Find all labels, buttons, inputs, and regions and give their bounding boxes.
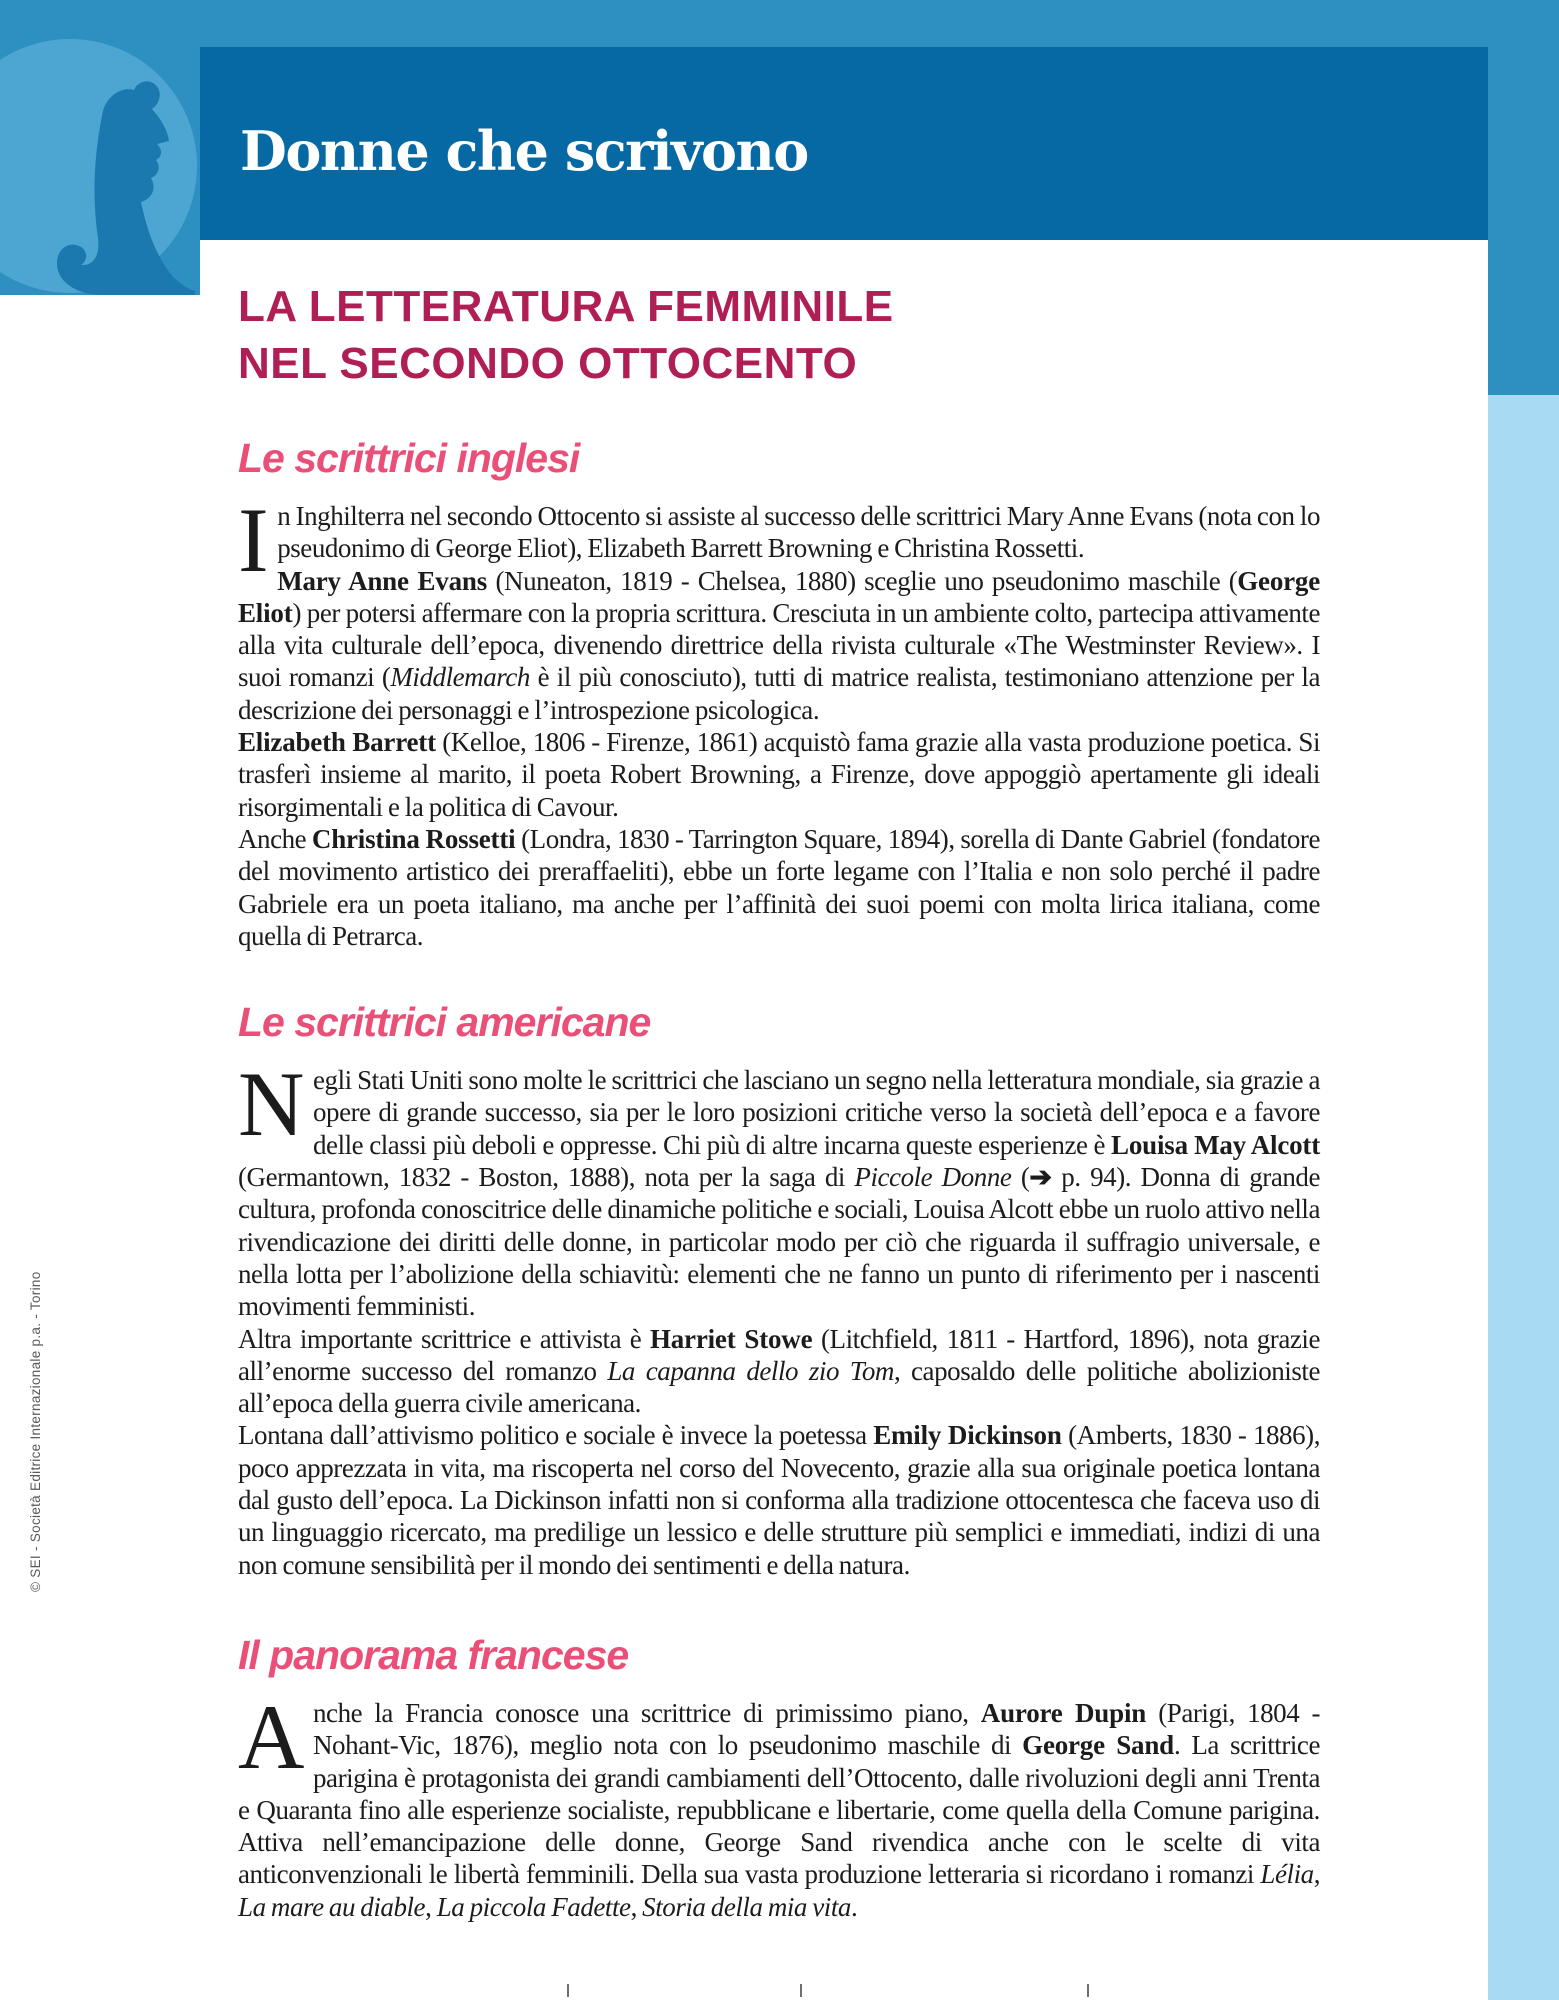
paragraph bbox=[238, 1053, 1320, 1322]
text-run: (Litchfield, 1811 - Hartford, 1896), nota grazie all’enorme successo del romanzo bbox=[238, 1323, 1320, 1386]
bold-run: Emily Dickinson bbox=[873, 1420, 1062, 1451]
text-run: (Parigi, 1804 - Nohant-Vic, 1876), meglio nota con lo pseudonimo maschile di bbox=[313, 1697, 1320, 1761]
text-run: (Germantown, 1832 - Boston, 1888), nota per la saga di bbox=[238, 1162, 855, 1193]
right-edge-column-upper bbox=[1488, 0, 1559, 395]
text-run: (Kelloe, 1806 - Firenze, 1861) acquistò fama grazie alla vasta produzione poetica. Si trasferì insieme al marito, il poeta Robert Browning, a Firenze, dove appoggiò apertamente gli ideali risorgimentali e la politica di Cavour. bbox=[238, 727, 1321, 822]
text-run: , bbox=[425, 1891, 437, 1922]
crop-mark bbox=[567, 1984, 569, 1997]
text-run: ) per potersi affermare con la propria scrittura. Cresciuta in un ambiente colto, partecipa attivamente alla vita culturale dell’epoca, divenendo direttrice della rivista culturale «The Westminster Review». I suoi romanzi ( bbox=[238, 597, 1320, 693]
italic-run: La capanna dello zio Tom bbox=[607, 1355, 894, 1386]
right-edge-column-lower bbox=[1488, 395, 1559, 2000]
italic-run: Storia della mia vita bbox=[642, 1891, 851, 1922]
bold-run: Louisa May Alcott bbox=[1111, 1129, 1320, 1160]
article-heading-line1: LA LETTERATURA FEMMINILE bbox=[238, 282, 894, 331]
text-run: è il più conosciuto), tutti di matrice realista, testimoniano attenzione per la descrizione dei personaggi e l’introspezione psicologica. bbox=[238, 662, 1320, 725]
text-run: (Londra, 1830 - Tarrington Square, 1894), sorella di Dante Gabriel (fondatore del movimento artistico dei preraffaeliti), ebbe un forte legame con l’Italia e non solo perché il padre Gabriele era un poeta italiano, ma anche per l’affinità dei suoi poemi con molta lirica italiana, come quella di Petrarca. bbox=[238, 823, 1320, 951]
text-run: p. 94). Donna di grande cultura, profonda conoscitrice delle dinamiche politiche e sociali, Louisa Alcott ebbe un ruolo attivo nella rivendicazione dei diritti delle donne, in particolar modo per ciò che riguarda il suffragio universale, e nella lotta per l’abolizione della schiavitù: elementi che ne fanno un punto di riferimento per i nascenti movimenti femministi. bbox=[238, 1162, 1320, 1322]
bold-run: ➔ bbox=[1029, 1162, 1052, 1193]
copyright-vertical: © SEI - Società Editrice Internazionale p.a. - Torino bbox=[28, 1271, 43, 1592]
text-run: (Nuneaton, 1819 - Chelsea, 1880) sceglie uno pseudonimo maschile ( bbox=[487, 565, 1238, 596]
page-title: Donne che scrivono bbox=[240, 119, 808, 183]
text-run: . La scrittrice parigina è protagonista dei grandi cambiamenti dell’Ottocento, dalle rivoluzioni degli anni Trenta e Quaranta fino alle esperienze socialiste, repubblicane e libertarie, come quella della Comune parigina. Attiva nell’emancipazione delle donne, George Sand rivendica anche con le scelte di vita anticonvenzionali le libertà femminili. Della sua vasta produzione letteraria si ricordano i romanzi bbox=[238, 1730, 1320, 1890]
drop-cap: N bbox=[238, 1053, 304, 1156]
crop-mark bbox=[800, 1984, 802, 1997]
text-run: Altra importante scrittrice e attivista è bbox=[238, 1323, 650, 1354]
masthead-band bbox=[200, 47, 1488, 240]
crop-mark bbox=[1087, 1984, 1089, 1997]
paragraph bbox=[238, 1323, 1320, 1420]
text-run: ( bbox=[1011, 1162, 1030, 1193]
italic-run: Piccole Donne bbox=[854, 1162, 1012, 1193]
text-run: , bbox=[1313, 1859, 1320, 1890]
text-run: (Amberts, 1830 - 1886), poco apprezzata in vita, ma riscoperta nel corso del Novecento, grazie alla sua originale poetica lontana dal gusto dell’epoca. La Dickinson infatti non si conforma alla tradizione ottocentesca che faceva uso di un linguaggio ricercato, ma predilige un lessico e delle strutture più semplici e immediati, indizi di una non comune sensibilità per il mondo dei sentimenti e della natura. bbox=[238, 1420, 1320, 1580]
italic-run: La mare au diable bbox=[238, 1891, 426, 1922]
article-column bbox=[238, 240, 1320, 1923]
italic-run: Middlemarch bbox=[390, 662, 530, 693]
text-run: , caposaldo delle politiche abolizioniste all’epoca della guerra civile americana. bbox=[238, 1355, 1320, 1419]
article-heading-line2: NEL SECONDO OTTOCENTO bbox=[238, 339, 858, 388]
bold-run: Aurore Dupin bbox=[980, 1697, 1147, 1728]
article-heading bbox=[238, 278, 1320, 392]
bold-run: George Eliot bbox=[238, 565, 1321, 628]
drop-cap: I bbox=[238, 489, 269, 591]
paragraph bbox=[238, 1419, 1320, 1580]
paragraph bbox=[238, 726, 1320, 823]
italic-run: La piccola Fadette bbox=[436, 1891, 631, 1922]
paragraph bbox=[238, 565, 1320, 726]
bold-run: Elizabeth Barrett bbox=[238, 727, 436, 758]
section-heading: Le scrittrici americane bbox=[238, 999, 651, 1046]
text-run: n Inghilterra nel secondo Ottocento si assiste al successo delle scrittrici Mary Anne Evans (nota con lo pseudonimo di George Eliot), Elizabeth Barrett Browning e Christina Rossetti. bbox=[277, 501, 1320, 564]
paragraph bbox=[238, 1685, 1320, 1923]
bold-run: Christina Rossetti bbox=[311, 823, 516, 854]
bold-run: Mary Anne Evans bbox=[277, 565, 488, 596]
article-body bbox=[238, 434, 1320, 1923]
woman-profile-silhouette-icon bbox=[40, 80, 200, 295]
text-run: Lontana dall’attivismo politico e sociale è invece la poetessa bbox=[238, 1420, 874, 1451]
text-run: . bbox=[850, 1891, 858, 1922]
left-decoration-block bbox=[0, 0, 200, 295]
paragraph bbox=[238, 823, 1320, 952]
text-run: , bbox=[630, 1891, 643, 1922]
text-run: nche la Francia conosce una scrittrice di primissimo piano, bbox=[313, 1697, 981, 1728]
text-run: Anche bbox=[238, 823, 312, 854]
drop-cap: A bbox=[238, 1685, 304, 1788]
italic-run: Lélia bbox=[1260, 1859, 1314, 1890]
text-run: egli Stati Uniti sono molte le scrittrici che lasciano un segno nella letteratura mondiale, sia grazie a opere di grande successo, sia per le loro posizioni critiche verso la società dell’epoca e a favore delle classi più deboli e oppresse. Chi più di altre incarna queste esperienze è bbox=[313, 1065, 1320, 1160]
section-heading: Il panorama francese bbox=[238, 1631, 629, 1678]
bold-run: Harriet Stowe bbox=[649, 1323, 813, 1354]
section-heading: Le scrittrici inglesi bbox=[238, 435, 580, 481]
bold-run: George Sand bbox=[1022, 1730, 1174, 1761]
top-color-strip bbox=[0, 0, 1559, 47]
